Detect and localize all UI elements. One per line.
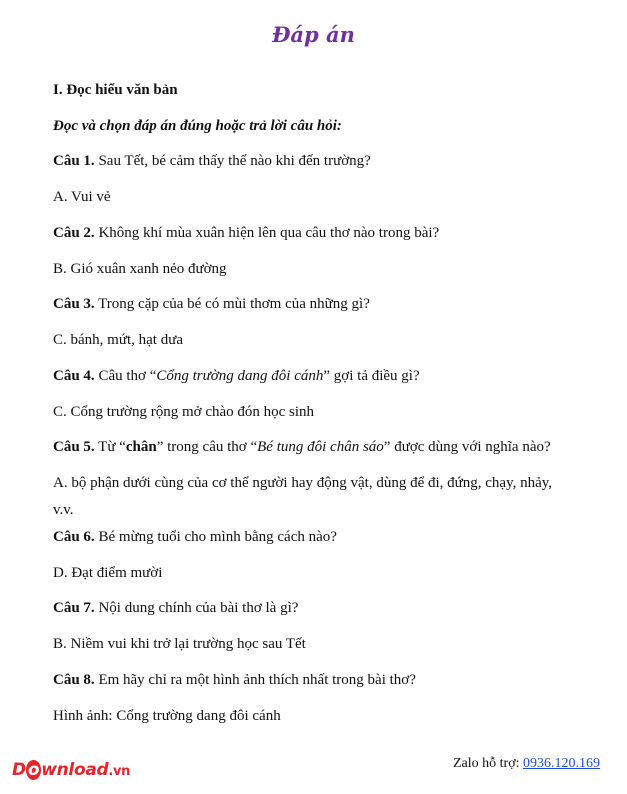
question-3: Câu 3. Trong cặp của bé có mùi thơm của những gì? [53,296,370,312]
question-5: Câu 5. Từ “chân” trong câu thơ “Bé tung đôi chân sáo” được dùng với nghĩa nào? [53,439,551,455]
zalo-support: Zalo hỗ trợ: 0936.120.169 [453,756,600,771]
answer-4: C. Cổng trường rộng mở chào đón học sinh [53,404,315,420]
question-7: Câu 7. Nội dung chính của bài thơ là gì? [53,600,299,616]
logo-o-icon: o [27,760,40,780]
answer-6: D. Đạt điểm mười [53,565,163,581]
instruction: Đọc và chọn đáp án đúng hoặc trả lời câu hỏi: [53,118,342,134]
answer-7: B. Niềm vui khi trở lại trường học sau Tết [53,636,306,652]
question-4: Câu 4. Câu thơ “Cổng trường dang đôi cánh” gợi tả điều gì? [53,368,420,384]
answer-8: Hình ảnh: Cổng trường dang đôi cánh [53,708,281,724]
answer-2: B. Gió xuân xanh nẻo đường [53,261,227,277]
answer-5: A. bộ phận dưới cùng của cơ thể người hay động vật, dùng để đi, đứng, chạy, nhảy, [53,475,553,491]
download-vn-logo[interactable]: D o wnload.vn [12,760,131,780]
answer-5-continued: v.v. [53,502,74,518]
question-8: Câu 8. Em hãy chỉ ra một hình ảnh thích nhất trong bài thơ? [53,672,416,688]
support-phone-link[interactable]: 0936.120.169 [523,756,600,771]
answer-1: A. Vui vẻ [53,189,111,205]
question-6: Câu 6. Bé mừng tuổi cho mình bằng cách nào? [53,529,337,545]
question-2: Câu 2. Không khí mùa xuân hiện lên qua câu thơ nào trong bài? [53,225,440,241]
question-1: Câu 1. Sau Tết, bé cảm thấy thế nào khi đến trường? [53,153,371,169]
section-heading: I. Đọc hiểu văn bản [53,82,178,98]
answer-3: C. bánh, mứt, hạt dưa [53,332,183,348]
page-title: Đáp án [272,22,355,47]
